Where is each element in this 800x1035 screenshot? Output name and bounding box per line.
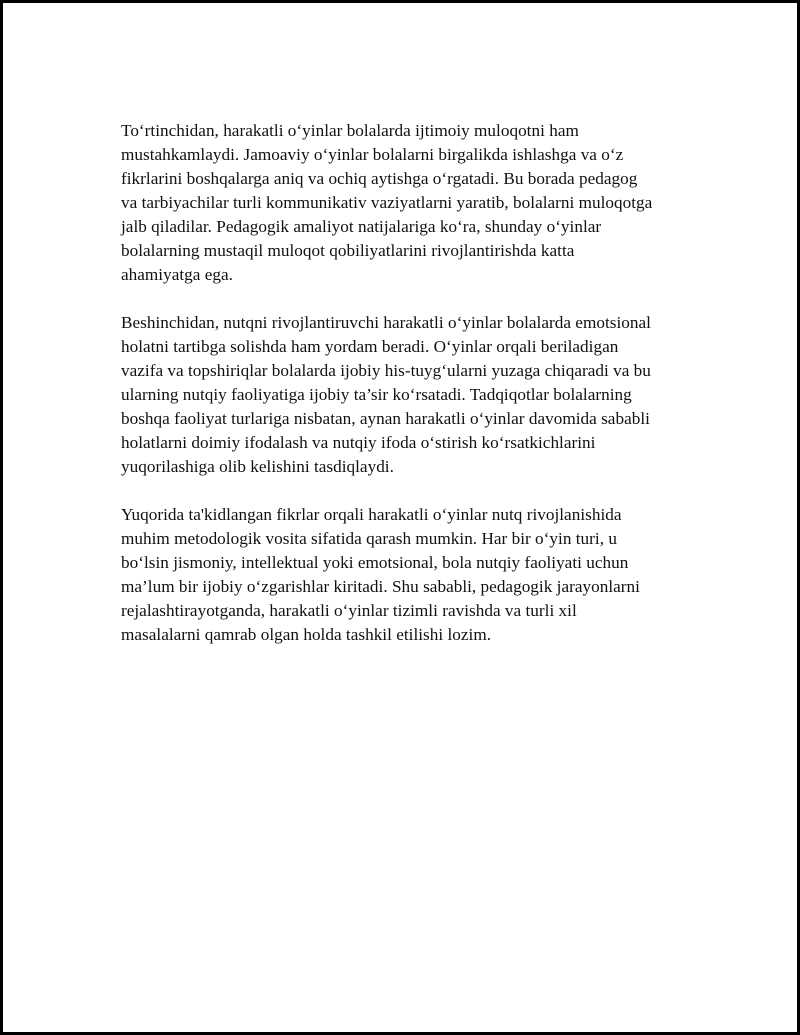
text-line: muhim metodologik vosita sifatida qarash mumkin. Har bir o‘yin turi, u xyxy=(121,529,617,548)
text-line: rejalashtirayotganda, harakatli o‘yinlar tizimli ravishda va turli xil xyxy=(121,601,577,620)
text-line: fikrlarini boshqalarga aniq va ochiq aytishga o‘rgatadi. Bu borada pedagog xyxy=(121,169,638,188)
text-line: To‘rtinchidan, harakatli o‘yinlar bolalarda ijtimoiy muloqotni ham xyxy=(121,121,579,140)
text-line: bolalarning mustaqil muloqot qobiliyatlarini rivojlantirishda katta xyxy=(121,241,575,260)
text-line: Beshinchidan, nutqni rivojlantiruvchi harakatli o‘yinlar bolalarda emotsional xyxy=(121,313,651,332)
text-line: ma’lum bir ijobiy o‘zgarishlar kiritadi. Shu sababli, pedagogik jarayonlarni xyxy=(121,577,640,596)
paragraph-3 xyxy=(121,503,691,647)
paragraph-2 xyxy=(121,311,691,479)
text-line: bo‘lsin jismoniy, intellektual yoki emotsional, bola nutqiy faoliyati uchun xyxy=(121,553,629,572)
text-line: boshqa faoliyat turlariga nisbatan, aynan harakatli o‘yinlar davomida sababli xyxy=(121,409,650,428)
text-line: vazifa va topshiriqlar bolalarda ijobiy his-tuyg‘ularni yuzaga chiqaradi va bu xyxy=(121,361,651,380)
document-body xyxy=(121,119,691,647)
text-line: yuqorilashiga olib kelishini tasdiqlaydi. xyxy=(121,457,394,476)
text-line: ularning nutqiy faoliyatiga ijobiy ta’sir ko‘rsatadi. Tadqiqotlar bolalarning xyxy=(121,385,632,404)
paragraph-1 xyxy=(121,119,691,287)
text-line: ahamiyatga ega. xyxy=(121,265,233,284)
text-line: holatlarni doimiy ifodalash va nutqiy ifoda o‘stirish ko‘rsatkichlarini xyxy=(121,433,596,452)
text-line: Yuqorida ta'kidlangan fikrlar orqali harakatli o‘yinlar nutq rivojlanishida xyxy=(121,505,622,524)
text-line: holatni tartibga solishda ham yordam beradi. O‘yinlar orqali beriladigan xyxy=(121,337,619,356)
text-line: mustahkamlaydi. Jamoaviy o‘yinlar bolalarni birgalikda ishlashga va o‘z xyxy=(121,145,624,164)
text-line: jalb qiladilar. Pedagogik amaliyot natijalariga ko‘ra, shunday o‘yinlar xyxy=(121,217,602,236)
text-line: va tarbiyachilar turli kommunikativ vaziyatlarni yaratib, bolalarni muloqotga xyxy=(121,193,653,212)
text-line: masalalarni qamrab olgan holda tashkil etilishi lozim. xyxy=(121,625,492,644)
